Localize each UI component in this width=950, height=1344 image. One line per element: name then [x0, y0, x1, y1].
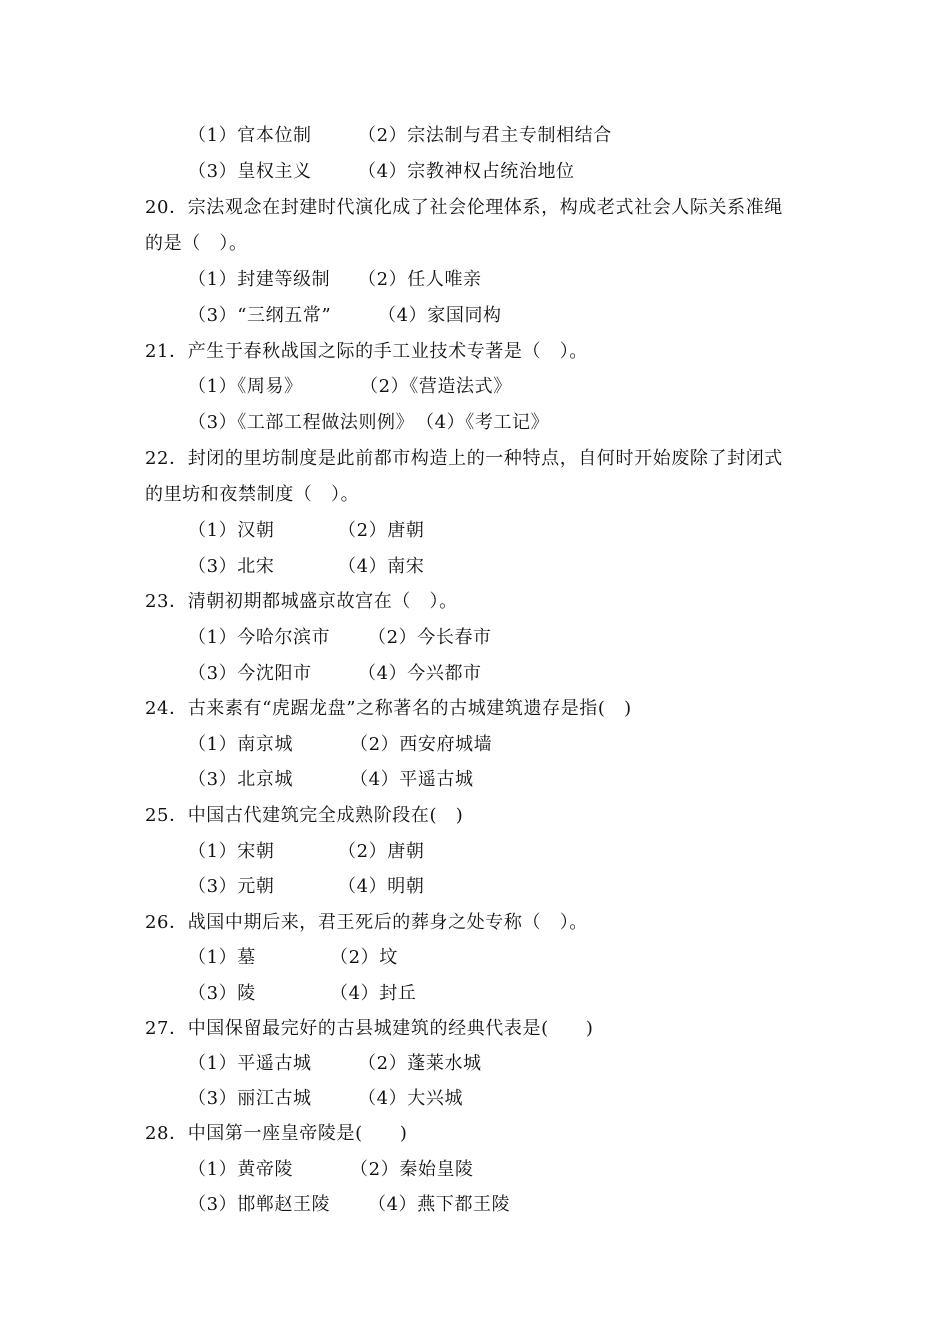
option-a: （1）南京城	[188, 734, 294, 755]
option-a: （3）《工部工程做法则例》	[188, 412, 415, 433]
option-row	[188, 304, 502, 328]
option-b: （2）任人唯亲	[358, 269, 482, 290]
question-text: 28．中国第一座皇帝陵是( )	[145, 1123, 408, 1144]
question-text: 25．中国古代建筑完全成熟阶段在( )	[145, 805, 464, 826]
option-row	[188, 160, 575, 184]
option-a: （3）丽江古城	[188, 1088, 312, 1109]
option-a: （3）邯郸赵王陵	[188, 1194, 331, 1215]
option-a: （3）元朝	[188, 876, 275, 897]
option-b: （4）今兴都市	[358, 663, 482, 684]
option-row	[188, 1052, 482, 1076]
option-b: （2）西安府城墙	[350, 734, 493, 755]
option-a: （3）陵	[188, 983, 256, 1004]
option-b: （2）坟	[330, 947, 398, 968]
option-a: （1）今哈尔滨市	[188, 627, 331, 648]
option-a: （3）今沈阳市	[188, 663, 312, 684]
option-b: （4）平遥古城	[350, 769, 474, 790]
option-row	[188, 268, 482, 292]
option-a: （1）汉朝	[188, 520, 275, 541]
option-row	[188, 840, 425, 864]
option-b: （4）封丘	[330, 983, 417, 1004]
option-row	[188, 768, 474, 792]
option-b: （2）唐朝	[338, 841, 425, 862]
question-text: 的里坊和夜禁制度（ ）。	[145, 484, 360, 505]
option-a: （3）北宋	[188, 556, 275, 577]
option-row	[188, 411, 550, 435]
question-text: 22．封闭的里坊制度是此前都市构造上的一种特点，自何时开始废除了封闭式	[145, 448, 783, 469]
option-b: （2）唐朝	[338, 520, 425, 541]
option-b: （4）大兴城	[358, 1088, 464, 1109]
option-row	[188, 733, 493, 757]
option-row	[188, 375, 512, 399]
option-b: （4）《考工记》	[416, 412, 550, 433]
option-b: （4）南宋	[338, 556, 425, 577]
option-b: （4）燕下都王陵	[368, 1194, 511, 1215]
option-a: （1）宋朝	[188, 841, 275, 862]
option-row	[188, 1087, 464, 1111]
option-row	[188, 875, 425, 899]
option-b: （4）宗教神权占统治地位	[358, 161, 575, 182]
option-a: （3）“三纲五常”	[188, 305, 332, 326]
option-row	[188, 1158, 474, 1182]
option-a: （3）皇权主义	[188, 161, 312, 182]
option-row	[188, 124, 612, 148]
option-b: （4）明朝	[338, 876, 425, 897]
option-a: （1）平遥古城	[188, 1053, 312, 1074]
option-a: （1）黄帝陵	[188, 1159, 294, 1180]
question-text: 的是（ ）。	[145, 233, 248, 254]
option-b: （4）家国同构	[378, 305, 502, 326]
option-b: （2）《营造法式》	[360, 376, 512, 397]
question-text: 23．清朝初期都城盛京故宫在（ ）。	[145, 591, 458, 612]
question-text: 21．产生于春秋战国之际的手工业技术专著是（ ）。	[145, 341, 588, 362]
question-text: 26．战国中期后来，君王死后的葬身之处专称（ ）。	[145, 912, 588, 933]
option-row	[188, 1193, 511, 1217]
option-a: （1）《周易》	[188, 376, 303, 397]
question-text: 20．宗法观念在封建时代演化成了社会伦理体系，构成老式社会人际关系准绳	[145, 197, 783, 218]
option-row	[188, 662, 482, 686]
option-b: （2）今长春市	[368, 627, 492, 648]
option-b: （2）宗法制与君主专制相结合	[358, 125, 612, 146]
option-b: （2）蓬莱水城	[358, 1053, 482, 1074]
option-b: （2）秦始皇陵	[350, 1159, 474, 1180]
option-a: （3）北京城	[188, 769, 294, 790]
option-row	[188, 555, 425, 579]
option-a: （1）官本位制	[188, 125, 312, 146]
option-row	[188, 519, 425, 543]
option-a: （1）墓	[188, 947, 256, 968]
question-text: 24．古来素有“虎踞龙盘”之称著名的古城建筑遗存是指( )	[145, 698, 632, 719]
question-text: 27．中国保留最完好的古县城建筑的经典代表是( )	[145, 1018, 594, 1039]
option-row	[188, 626, 492, 650]
option-a: （1）封建等级制	[188, 269, 331, 290]
option-row	[188, 946, 398, 970]
option-row	[188, 982, 417, 1006]
